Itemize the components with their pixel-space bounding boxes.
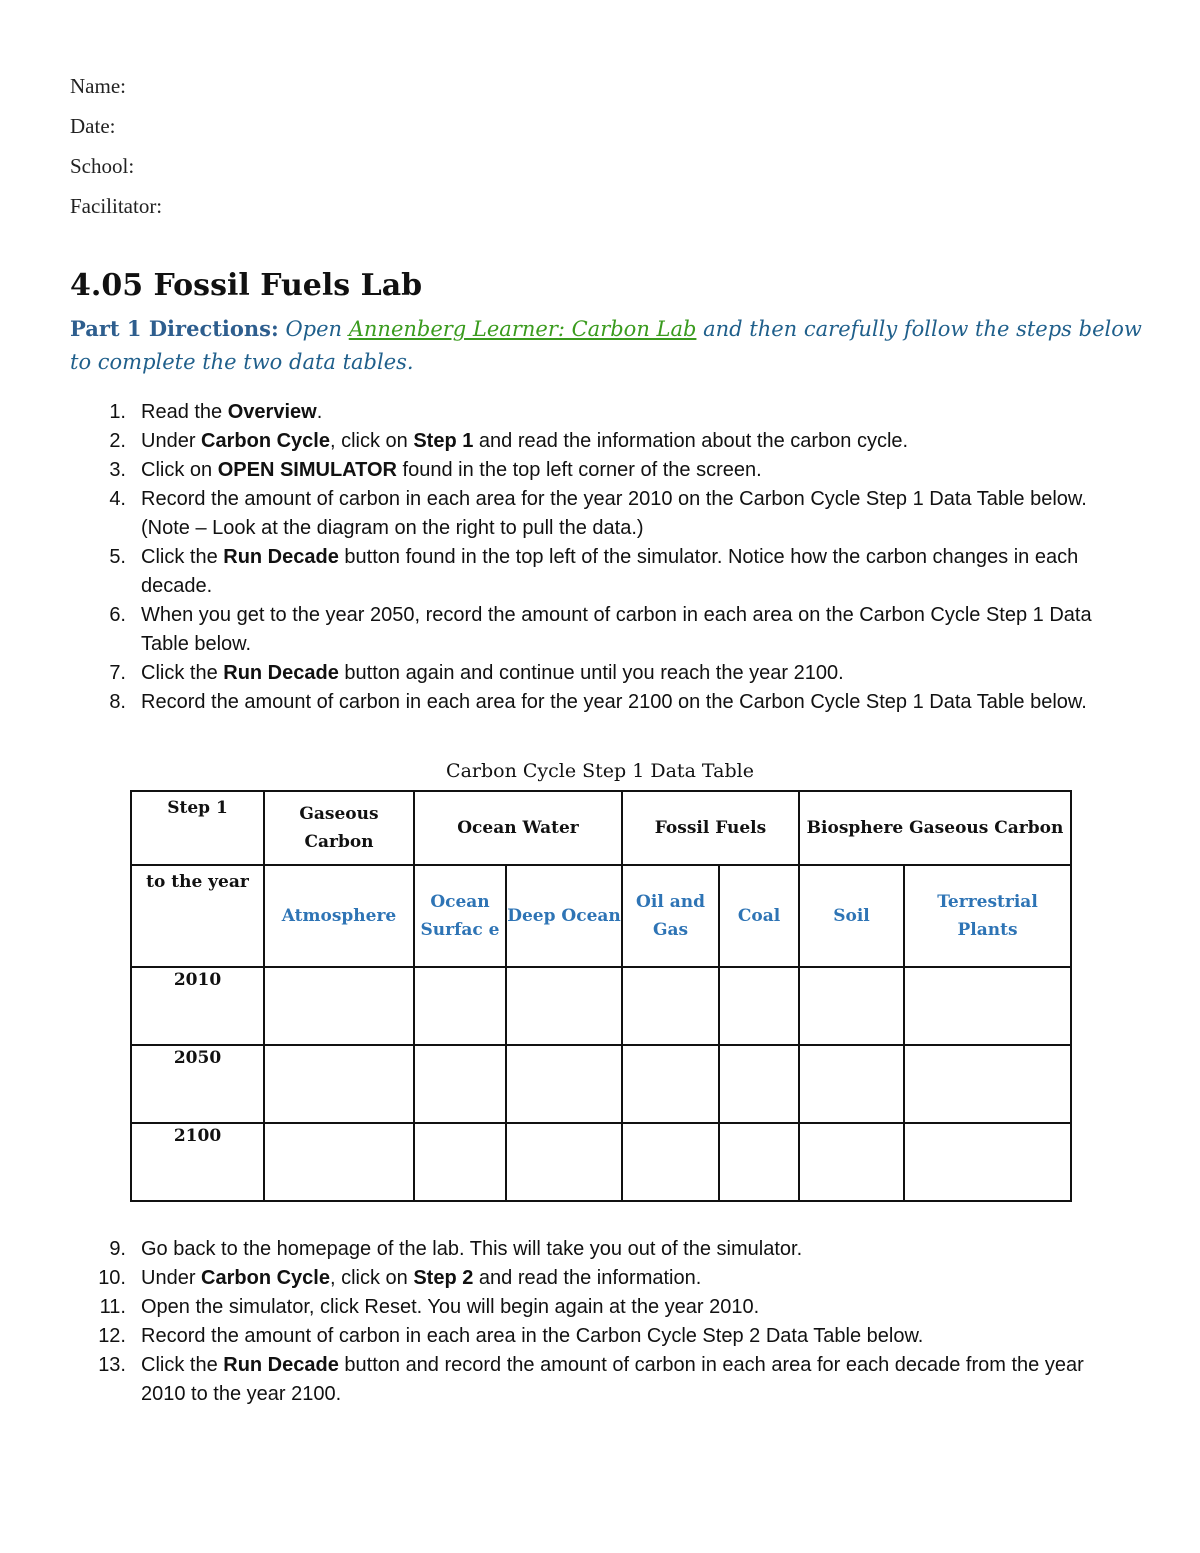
list-item <box>70 398 1130 427</box>
step-number: 12. <box>98 1325 126 1347</box>
header-fossil-fuels: Fossil Fuels <box>622 791 799 865</box>
data-entry-cell[interactable] <box>506 967 622 1045</box>
data-entry-cell[interactable] <box>719 1123 799 1201</box>
year-cell: 2100 <box>131 1123 264 1201</box>
step-number: 11. <box>99 1296 126 1318</box>
step-text: button again and continue until you reach the year 2100. <box>338 662 844 684</box>
table-row <box>131 1045 1071 1123</box>
date-field-label: Date: <box>70 114 116 138</box>
step-text: Open the simulator, click Reset. You will begin again at the year 2010. <box>141 1296 760 1318</box>
step-text: found in the top left corner of the screen. <box>396 459 762 481</box>
data-entry-cell[interactable] <box>414 967 506 1045</box>
year-cell: 2050 <box>131 1045 264 1123</box>
step-text: , click on <box>329 430 414 452</box>
data-entry-cell[interactable] <box>414 1045 506 1123</box>
step-number: 3. <box>109 459 126 481</box>
list-item <box>70 1235 1130 1264</box>
name-field-label: Name: <box>70 74 126 98</box>
steps-part2-list <box>70 1235 1130 1409</box>
step-number: 6. <box>109 604 126 626</box>
list-item <box>70 601 1130 659</box>
header-biosphere-gaseous-carbon: Biosphere Gaseous Carbon <box>799 791 1071 865</box>
carbon-cycle-step1-table <box>130 790 1072 1202</box>
directions-lead: Part 1 Directions: <box>70 316 279 341</box>
part1-directions <box>70 312 1145 379</box>
step-emphasis: Run Decade <box>223 662 339 684</box>
data-entry-cell[interactable] <box>719 967 799 1045</box>
step-text: Click the <box>141 546 224 568</box>
data-entry-cell[interactable] <box>799 1123 904 1201</box>
step-text: Click the <box>141 662 224 684</box>
data-entry-cell[interactable] <box>799 1045 904 1123</box>
list-item <box>70 543 1130 601</box>
step-emphasis: Carbon Cycle <box>201 430 330 452</box>
header-ocean-water: Ocean Water <box>414 791 622 865</box>
step-text: Under <box>141 430 202 452</box>
header-step: Step 1 <box>131 791 264 865</box>
data-entry-cell[interactable] <box>264 1045 414 1123</box>
table-caption: Carbon Cycle Step 1 Data Table <box>446 760 754 782</box>
directions-text-after-link: and then carefully follow the steps below to complete the two data tables. <box>70 317 1142 374</box>
list-item <box>70 688 1130 717</box>
data-entry-cell[interactable] <box>506 1045 622 1123</box>
list-item <box>70 427 1130 456</box>
step-text: When you get to the year 2050, record the amount of carbon in each area on the Carbon Cycle Step 1 Data Table below. <box>141 604 1092 655</box>
step-emphasis: Run Decade <box>223 546 339 568</box>
data-entry-cell[interactable] <box>264 967 414 1045</box>
step-text: Record the amount of carbon in each area for the year 2010 on the Carbon Cycle Step 1 Data Table below. (Note – Look at the diagram on the right to pull the data.) <box>141 488 1087 539</box>
page-title: 4.05 Fossil Fuels Lab <box>70 268 423 303</box>
list-item <box>70 1264 1130 1293</box>
header-fields <box>70 72 162 232</box>
data-entry-cell[interactable] <box>719 1045 799 1123</box>
header-gaseous-carbon: Gaseous Carbon <box>264 791 414 865</box>
step-emphasis: Step 2 <box>413 1267 474 1289</box>
school-field-label: School: <box>70 154 135 178</box>
step-text: Record the amount of carbon in each area in the Carbon Cycle Step 2 Data Table below. <box>141 1325 924 1347</box>
step-number: 5. <box>109 546 126 568</box>
subheader-coal: Coal <box>719 865 799 967</box>
data-entry-cell[interactable] <box>622 1123 719 1201</box>
step-emphasis: Carbon Cycle <box>201 1267 330 1289</box>
subheader-atmosphere: Atmosphere <box>264 865 414 967</box>
step-emphasis: Overview <box>227 401 317 423</box>
data-entry-cell[interactable] <box>904 967 1071 1045</box>
directions-text-before-link: Open <box>278 317 349 341</box>
step-text: and read the information about the carbon cycle. <box>473 430 909 452</box>
carbon-lab-link[interactable]: Annenberg Learner: Carbon Lab <box>348 317 697 341</box>
step-text: and read the information. <box>473 1267 702 1289</box>
step-number: 2. <box>109 430 126 452</box>
data-entry-cell[interactable] <box>264 1123 414 1201</box>
table-header-row <box>131 791 1071 865</box>
step-text: Read the <box>141 401 228 423</box>
step-number: 9. <box>109 1238 126 1260</box>
subheader-deep-ocean: Deep Ocean <box>506 865 622 967</box>
step-text: Under <box>141 1267 202 1289</box>
step-text: Click on <box>141 459 218 481</box>
row-label-to-the-year: to the year <box>131 865 264 967</box>
step-number: 4. <box>109 488 126 510</box>
subheader-ocean-surface: Ocean Surfac e <box>414 865 506 967</box>
step-number: 7. <box>109 662 126 684</box>
subheader-terrestrial-plants: Terrestrial Plants <box>904 865 1071 967</box>
step-text: button found in the top left of the simulator. Notice how the carbon changes in each decade. <box>141 546 1079 597</box>
step-text: Go back to the homepage of the lab. This will take you out of the simulator. <box>141 1238 803 1260</box>
data-entry-cell[interactable] <box>904 1123 1071 1201</box>
data-entry-cell[interactable] <box>414 1123 506 1201</box>
table-row <box>131 1123 1071 1201</box>
step-emphasis: OPEN SIMULATOR <box>217 459 397 481</box>
step-emphasis: Run Decade <box>223 1354 339 1376</box>
list-item <box>70 485 1130 543</box>
data-entry-cell[interactable] <box>622 967 719 1045</box>
facilitator-field-label: Facilitator: <box>70 194 163 218</box>
step-text: , click on <box>329 1267 414 1289</box>
step-number: 8. <box>109 691 126 713</box>
data-entry-cell[interactable] <box>904 1045 1071 1123</box>
steps-part1-list <box>70 398 1130 717</box>
step-emphasis: Step 1 <box>413 430 474 452</box>
table-subheader-row <box>131 865 1071 967</box>
list-item <box>70 1293 1130 1322</box>
list-item <box>70 1322 1130 1351</box>
step-number: 10. <box>98 1267 126 1289</box>
step-text: Record the amount of carbon in each area for the year 2100 on the Carbon Cycle Step 1 Data Table below. <box>141 691 1087 713</box>
subheader-oil-and-gas: Oil and Gas <box>622 865 719 967</box>
list-item <box>70 1351 1130 1409</box>
table-row <box>131 967 1071 1045</box>
step-number: 1. <box>109 401 126 423</box>
step-text: . <box>316 401 323 423</box>
data-entry-cell[interactable] <box>799 967 904 1045</box>
step-text: button and record the amount of carbon in each area for each decade from the year 2010 to the year 2100. <box>141 1354 1084 1405</box>
data-entry-cell[interactable] <box>622 1045 719 1123</box>
list-item <box>70 659 1130 688</box>
step-text: Click the <box>141 1354 224 1376</box>
step-number: 13. <box>98 1354 126 1376</box>
data-entry-cell[interactable] <box>506 1123 622 1201</box>
list-item <box>70 456 1130 485</box>
subheader-soil: Soil <box>799 865 904 967</box>
year-cell: 2010 <box>131 967 264 1045</box>
